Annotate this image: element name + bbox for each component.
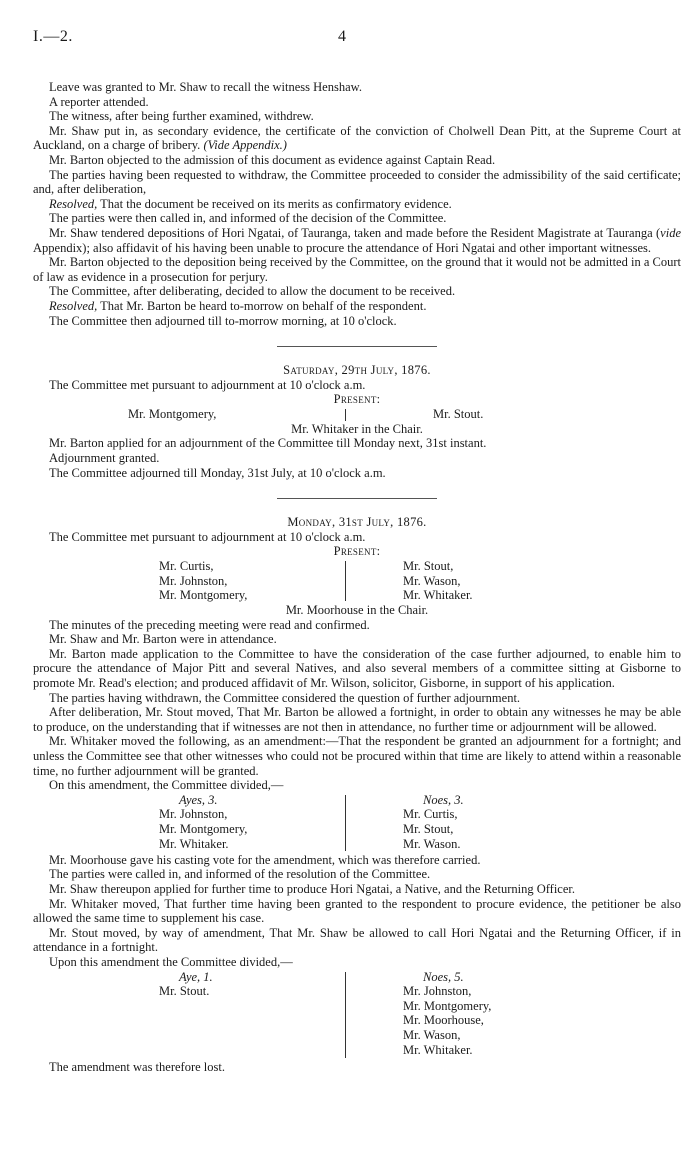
paragraph: After deliberation, Mr. Stout moved, That Mr. Barton be allowed a fortnight, in order to obtain any witnesses he may be able to produce, on the understanding that if witnesses are not then in attendance, no further time or adjournment will be allowed.	[33, 705, 681, 734]
member-name: Mr. Whitaker.	[403, 588, 473, 603]
member-name: Mr. Johnston,	[403, 984, 472, 999]
paragraph: Mr. Shaw tendered depositions of Hori Ngatai, of Tauranga, taken and made before the Resident Magistrate at Tauranga (vide Appendix); also affidavit of his having been unable to procure the attendance of Hori Ngatai and other important witnesses.	[33, 225, 681, 255]
paragraph: The witness, after being further examined, withdrew.	[49, 109, 314, 124]
division-list-2	[33, 970, 681, 1060]
chair-line: Mr. Whitaker in the Chair.	[291, 421, 423, 436]
sitting-date: Monday, 31st July, 1876.	[287, 515, 427, 530]
chair-line: Mr. Moorhouse in the Chair.	[285, 603, 429, 618]
paragraph: Mr. Whitaker moved, That further time having been granted to the respondent to procure evidence, the petitioner be also allowed the same time to supplement his case.	[33, 896, 681, 926]
member-name: Mr. Stout,	[403, 821, 454, 836]
member-name: Mr. Whitaker.	[403, 1042, 473, 1057]
paragraph: The parties having withdrawn, the Committee considered the question of further adjournment.	[49, 690, 521, 705]
member-name: Mr. Montgomery,	[403, 998, 492, 1013]
paragraph: Mr. Barton made application to the Committee to have the consideration of the case further adjourned, to enable him to procure the attendance of Major Pitt and several Natives, and also several members of a committee sitting at Gisborne to promote Mr. Read's election; and produced affidavit of Mr. Wilson, solicitor, Gisborne, in support of his application.	[33, 646, 681, 690]
member-name: Mr. Wason,	[403, 573, 461, 588]
division-list-1	[33, 793, 681, 853]
member-name: Mr. Stout,	[403, 559, 454, 574]
member-name: Mr. Curtis,	[159, 559, 214, 574]
paragraph: Mr. Shaw and Mr. Barton were in attendance.	[49, 632, 277, 647]
present-members	[33, 407, 681, 422]
member-name: Mr. Stout.	[159, 984, 210, 999]
paragraph: The Committee met pursuant to adjournment at 10 o'clock a.m.	[49, 529, 366, 544]
column-divider	[345, 409, 346, 421]
paragraph: The minutes of the preceding meeting were read and confirmed.	[49, 617, 370, 632]
member-name: Mr. Johnston,	[159, 573, 228, 588]
paragraph: The parties were called in, and informed of the resolution of the Committee.	[49, 867, 431, 882]
noes-heading: Noes, 5.	[423, 969, 464, 984]
paragraph: Mr. Barton applied for an adjournment of the Committee till Monday next, 31st instant.	[49, 436, 487, 451]
paragraph: The amendment was therefore lost.	[49, 1059, 225, 1074]
member-name: Mr. Stout.	[433, 406, 484, 421]
paragraph: Upon this amendment the Committee divided,—	[49, 954, 293, 969]
paragraph: Mr. Whitaker moved the following, as an amendment:—That the respondent be granted an adjournment for a fortnight; and unless the Committee see that other witnesses who could not be procured within that time are likely to attend within a reasonable time, no further adjournment will be granted.	[33, 734, 681, 778]
member-name: Mr. Curtis,	[403, 807, 458, 822]
paragraph: A reporter attended.	[49, 94, 149, 109]
paragraph: The Committee then adjourned till to-morrow morning, at 10 o'clock.	[49, 313, 397, 328]
paragraph: Mr. Stout moved, by way of amendment, That Mr. Shaw be allowed to call Hori Ngatai and the Returning Officer, if in attendance in a fortnight.	[33, 925, 681, 955]
paragraph: Mr. Barton objected to the deposition being received by the Committee, on the ground that it would not be admitted in a Court of law as evidence in a prosecution for perjury.	[33, 255, 681, 284]
paragraph: Mr. Barton objected to the admission of this document as evidence against Captain Read.	[49, 152, 496, 167]
resolution: Resolved, That Mr. Barton be heard to-morrow on behalf of the respondent.	[49, 298, 427, 313]
member-name: Mr. Wason,	[403, 1027, 461, 1042]
column-divider	[345, 972, 346, 1058]
paragraph: On this amendment, the Committee divided,—	[49, 778, 284, 793]
present-members	[33, 559, 681, 603]
present-heading: Present:	[333, 392, 381, 407]
section-divider	[277, 346, 437, 347]
paragraph: Mr. Moorhouse gave his casting vote for the amendment, which was therefore carried.	[49, 852, 481, 867]
paragraph: The Committee met pursuant to adjournment at 10 o'clock a.m.	[49, 377, 366, 392]
column-divider	[345, 561, 346, 601]
ayes-heading: Ayes, 3.	[179, 792, 218, 807]
member-name: Mr. Wason.	[403, 836, 461, 851]
page-number: 4	[338, 28, 346, 45]
member-name: Mr. Johnston,	[159, 807, 228, 822]
paragraph: Mr. Shaw thereupon applied for further time to produce Hori Ngatai, a Native, and the Returning Officer.	[49, 881, 576, 896]
noes-heading: Noes, 3.	[423, 792, 464, 807]
paragraph: Leave was granted to Mr. Shaw to recall the witness Henshaw.	[49, 80, 362, 94]
section-divider	[277, 498, 437, 499]
member-name: Mr. Montgomery,	[159, 821, 248, 836]
member-name: Mr. Moorhouse,	[403, 1013, 484, 1028]
page-header	[33, 28, 673, 52]
paragraph: Mr. Shaw put in, as secondary evidence, the certificate of the conviction of Cholwell Dean Pitt, at the Supreme Court at Auckland, on a charge of bribery. (Vide Appendix.)	[33, 123, 681, 153]
present-heading: Present:	[333, 544, 381, 559]
paragraph: The Committee, after deliberating, decided to allow the document to be received.	[49, 284, 456, 299]
paragraph: The parties having been requested to withdraw, the Committee proceeded to consider the admissibility of the said certificate; and, after deliberation,	[33, 167, 681, 197]
paper-reference: I.—2.	[33, 28, 73, 45]
member-name: Mr. Montgomery,	[128, 406, 217, 421]
member-name: Mr. Montgomery,	[159, 588, 248, 603]
paragraph: The parties were then called in, and informed of the decision of the Committee.	[49, 211, 447, 226]
paragraph: Adjournment granted.	[49, 451, 160, 466]
ayes-heading: Aye, 1.	[179, 969, 213, 984]
paragraph: The Committee adjourned till Monday, 31st July, at 10 o'clock a.m.	[49, 465, 386, 480]
sitting-date: Saturday, 29th July, 1876.	[283, 363, 431, 378]
member-name: Mr. Whitaker.	[159, 836, 229, 851]
minutes-body	[33, 80, 681, 1074]
resolution: Resolved, That the document be received on its merits as confirmatory evidence.	[49, 196, 452, 211]
column-divider	[345, 795, 346, 851]
